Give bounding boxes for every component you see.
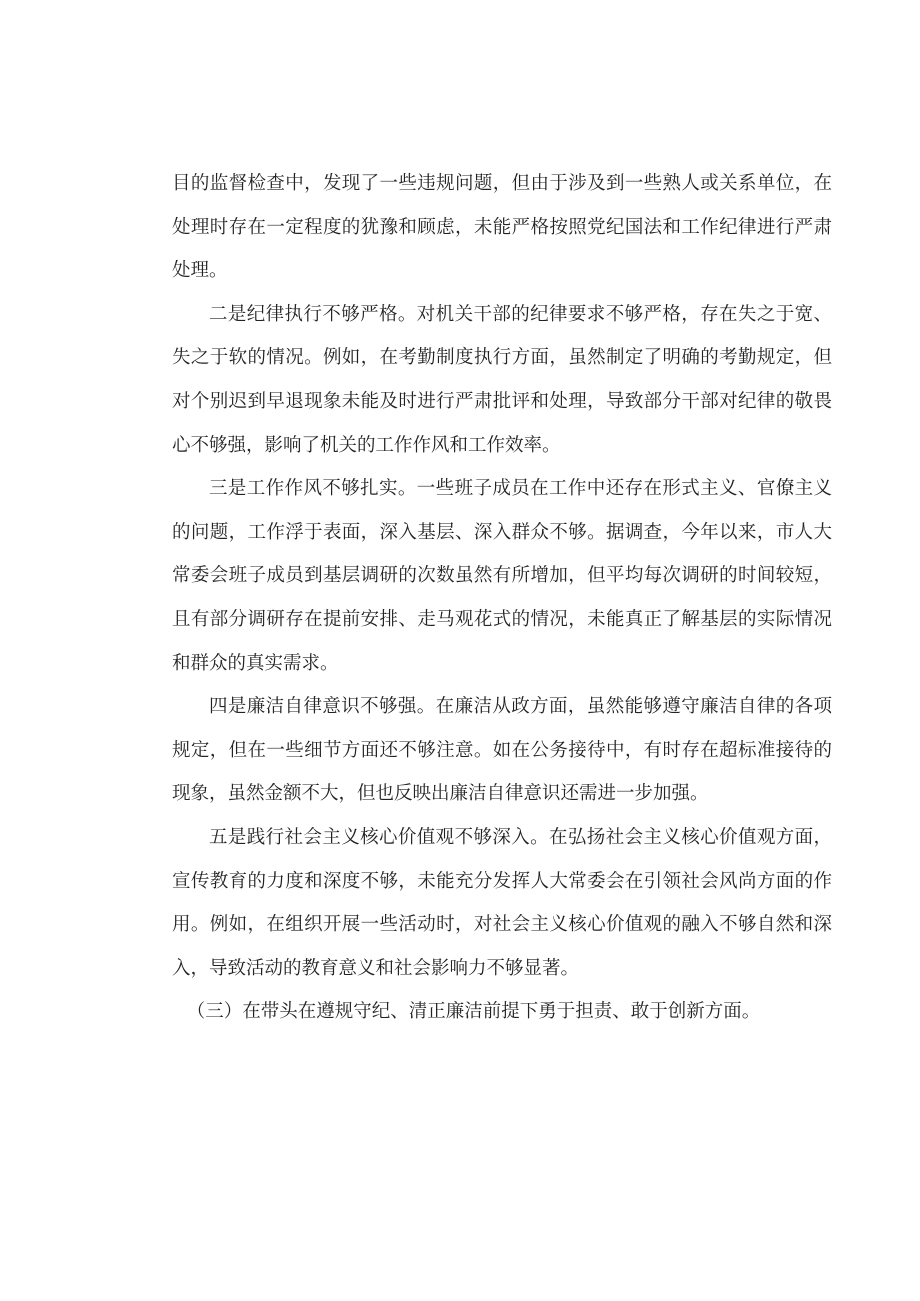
paragraph-point-5-core-values: 五是践行社会主义核心价值观不够深入。在弘扬社会主义核心价值观方面，宣传教育的力度和深度不够，未能充分发挥人大常委会在引领社会风尚方面的作用。例如，在组织开展一些活动时，对社会主义核心价值观的融入不够自然和深入，导致活动的教育意义和社会影响力不够显著。 [172,826,832,979]
paragraph-continuation: 目的监督检查中，发现了一些违规问题，但由于涉及到一些熟人或关系单位，在处理时存在一定程度的犹豫和顾虑，未能严格按照党纪国法和工作纪律进行严肃处理。 [172,173,832,282]
section-heading-3: （三）在带头在遵规守纪、清正廉洁前提下勇于担责、敢于创新方面。 [186,1001,761,1023]
document-body [172,162,832,1034]
paragraph-point-2-discipline: 二是纪律执行不够严格。对机关干部的纪律要求不够严格，存在失之于宽、失之于软的情况。例如，在考勤制度执行方面，虽然制定了明确的考勤规定，但对个别迟到早退现象未能及时进行严肃批评和处理，导致部分干部对纪律的敬畏心不够强，影响了机关的工作作风和工作效率。 [172,303,832,456]
paragraph-point-4-integrity: 四是廉洁自律意识不够强。在廉洁从政方面，虽然能够遵守廉洁自律的各项规定，但在一些细节方面还不够注意。如在公务接待中，有时存在超标准接待的现象，虽然金额不大，但也反映出廉洁自律意识还需进一步加强。 [172,696,832,805]
paragraph-point-3-work-style: 三是工作作风不够扎实。一些班子成员在工作中还存在形式主义、官僚主义的问题，工作浮于表面，深入基层、深入群众不够。据调查，今年以来，市人大常委会班子成员到基层调研的次数虽然有所增加，但平均每次调研的时间较短，且有部分调研存在提前安排、走马观花式的情况，未能真正了解基层的实际情况和群众的真实需求。 [172,478,832,674]
